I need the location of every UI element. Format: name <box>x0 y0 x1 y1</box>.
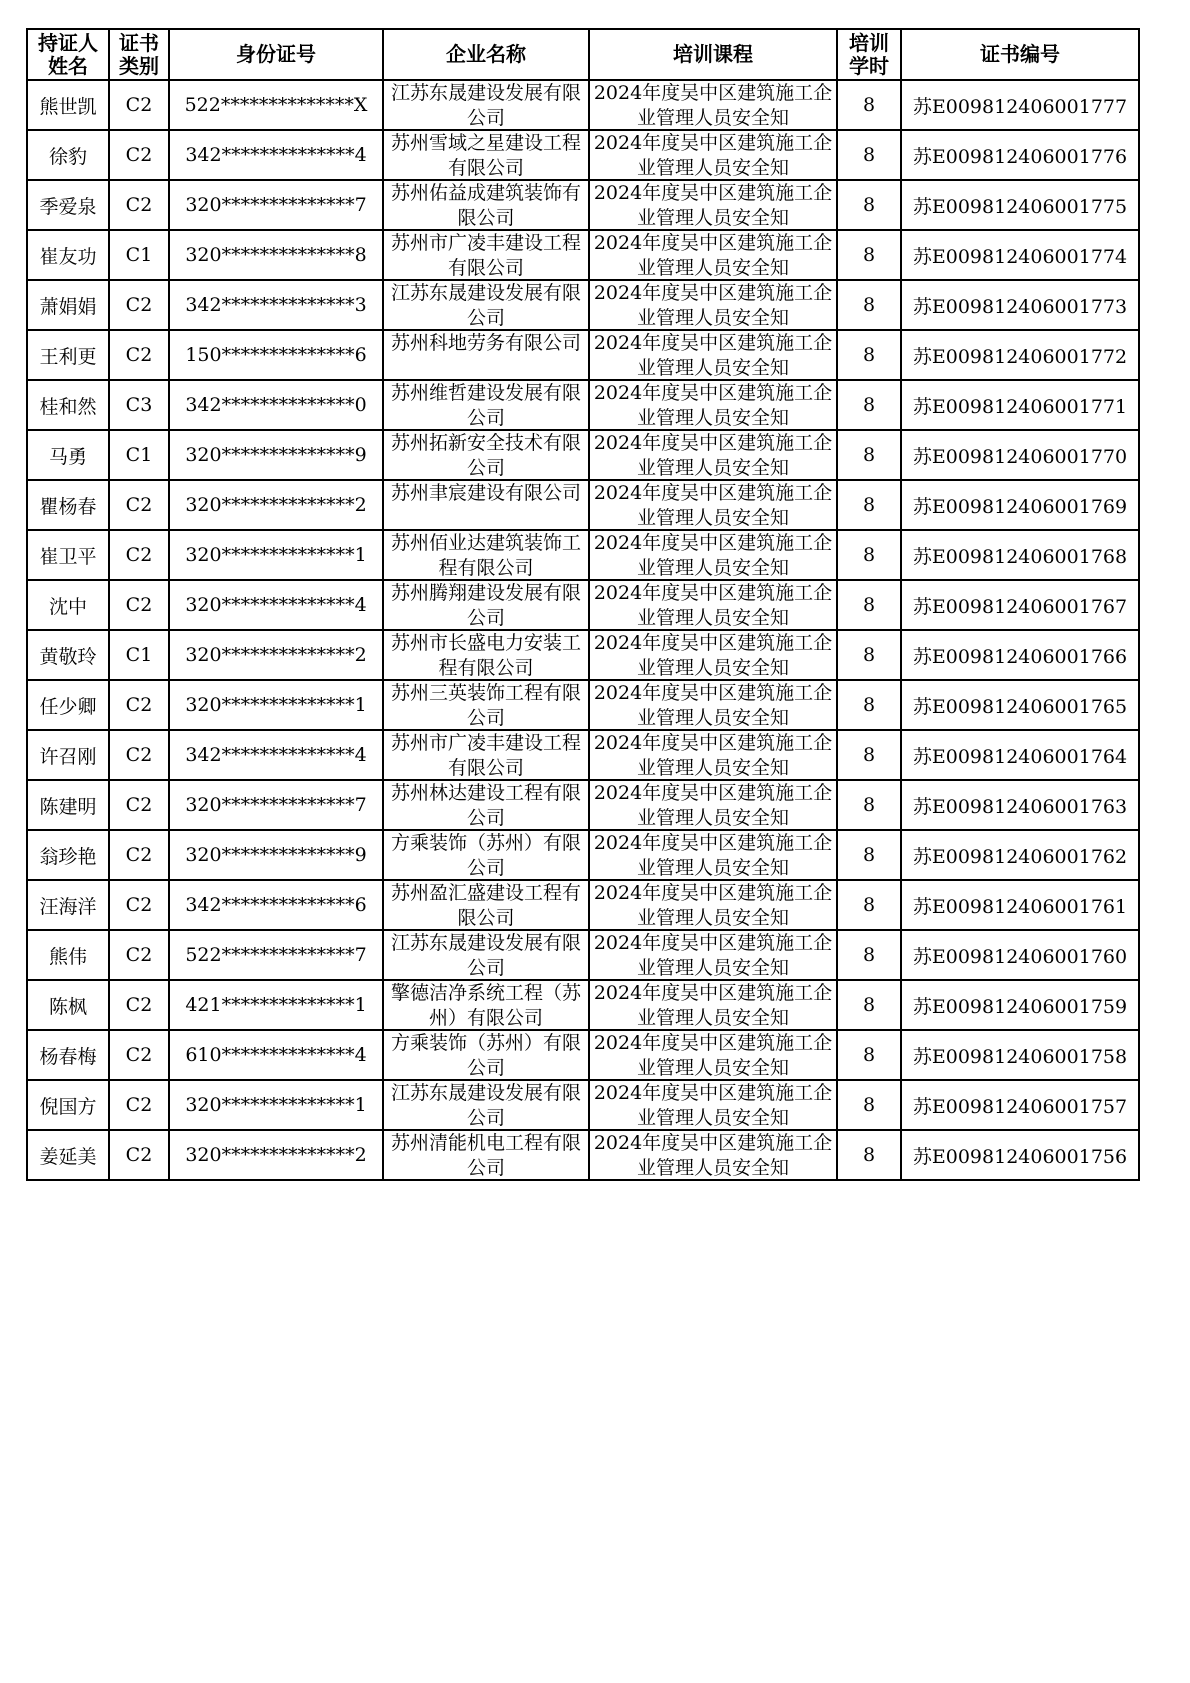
cell-course-text: 2024年度吴中区建筑施工企业管理人员安全知 <box>593 532 833 579</box>
cell-cert-number: 苏E009812406001767 <box>901 580 1139 630</box>
cell-name: 熊世凯 <box>27 80 109 130</box>
header-name-line2: 姓名 <box>48 53 88 78</box>
cell-id-number: 320**************2 <box>169 630 383 680</box>
cell-company-text: 苏州三英装饰工程有限公司 <box>390 682 581 729</box>
cell-hours: 8 <box>837 330 901 380</box>
cell-course-text: 2024年度吴中区建筑施工企业管理人员安全知 <box>593 932 833 979</box>
cell-hours: 8 <box>837 280 901 330</box>
cell-hours: 8 <box>837 230 901 280</box>
cell-cert-number: 苏E009812406001757 <box>901 1080 1139 1130</box>
cell-course-text: 2024年度吴中区建筑施工企业管理人员安全知 <box>593 82 833 129</box>
table-row <box>27 880 1139 930</box>
table-row <box>27 680 1139 730</box>
cell-hours: 8 <box>837 630 901 680</box>
cell-cert-type: C2 <box>109 880 169 930</box>
cell-id-number: 610**************4 <box>169 1030 383 1080</box>
cell-cert-type: C2 <box>109 1080 169 1130</box>
cell-name: 汪海洋 <box>27 880 109 930</box>
cell-cert-number: 苏E009812406001769 <box>901 480 1139 530</box>
table-row <box>27 530 1139 580</box>
cell-company-text: 方乘装饰（苏州）有限公司 <box>390 832 581 879</box>
cell-cert-number: 苏E009812406001777 <box>901 80 1139 130</box>
cell-course-text: 2024年度吴中区建筑施工企业管理人员安全知 <box>593 232 833 279</box>
cell-cert-type: C2 <box>109 530 169 580</box>
cell-cert-type: C1 <box>109 630 169 680</box>
cell-cert-type: C2 <box>109 330 169 380</box>
cell-company-text: 苏州佑益成建筑装饰有限公司 <box>390 182 581 229</box>
cell-cert-type: C2 <box>109 1130 169 1180</box>
header-hours <box>837 29 901 80</box>
cell-company-text: 方乘装饰（苏州）有限公司 <box>390 1032 581 1079</box>
certificate-sheet <box>26 28 1140 1181</box>
cell-cert-type: C2 <box>109 1030 169 1080</box>
cell-course <box>589 880 837 930</box>
cell-id-number: 342**************6 <box>169 880 383 930</box>
cell-company-text: 苏州聿宸建设有限公司 <box>390 482 581 504</box>
cell-cert-type: C2 <box>109 780 169 830</box>
table-row <box>27 1030 1139 1080</box>
table-row <box>27 630 1139 680</box>
cell-cert-type: C2 <box>109 480 169 530</box>
cell-company-text: 苏州拓新安全技术有限公司 <box>390 432 581 479</box>
table-row <box>27 280 1139 330</box>
cell-cert-type: C3 <box>109 380 169 430</box>
cell-course-text: 2024年度吴中区建筑施工企业管理人员安全知 <box>593 682 833 729</box>
cell-company-text: 苏州雪域之星建设工程有限公司 <box>390 132 581 179</box>
cell-cert-type: C2 <box>109 680 169 730</box>
cell-name: 黄敬玲 <box>27 630 109 680</box>
cell-hours: 8 <box>837 730 901 780</box>
cell-company <box>383 280 589 330</box>
cell-company <box>383 80 589 130</box>
cell-course-text: 2024年度吴中区建筑施工企业管理人员安全知 <box>593 332 833 379</box>
table-header <box>27 29 1139 80</box>
cell-company <box>383 1130 589 1180</box>
header-cert-type-line1: 证书 <box>119 30 159 55</box>
cell-cert-number: 苏E009812406001759 <box>901 980 1139 1030</box>
cell-course <box>589 980 837 1030</box>
cell-hours: 8 <box>837 180 901 230</box>
cell-id-number: 522**************7 <box>169 930 383 980</box>
cell-hours: 8 <box>837 1030 901 1080</box>
cell-cert-number: 苏E009812406001762 <box>901 830 1139 880</box>
cell-cert-type: C2 <box>109 80 169 130</box>
table-body <box>27 80 1139 1180</box>
table-row <box>27 180 1139 230</box>
cell-hours: 8 <box>837 580 901 630</box>
cell-course <box>589 180 837 230</box>
cell-course-text: 2024年度吴中区建筑施工企业管理人员安全知 <box>593 482 833 529</box>
cell-hours: 8 <box>837 130 901 180</box>
cell-cert-number: 苏E009812406001770 <box>901 430 1139 480</box>
cell-course-text: 2024年度吴中区建筑施工企业管理人员安全知 <box>593 432 833 479</box>
cell-company <box>383 680 589 730</box>
cell-name: 任少卿 <box>27 680 109 730</box>
cell-cert-number: 苏E009812406001764 <box>901 730 1139 780</box>
cell-company <box>383 780 589 830</box>
cell-id-number: 320**************1 <box>169 1080 383 1130</box>
cell-company <box>383 830 589 880</box>
cell-name: 王利更 <box>27 330 109 380</box>
cell-hours: 8 <box>837 680 901 730</box>
cell-course <box>589 680 837 730</box>
cell-cert-number: 苏E009812406001756 <box>901 1130 1139 1180</box>
cell-name: 姜延美 <box>27 1130 109 1180</box>
cell-company <box>383 880 589 930</box>
table-row <box>27 130 1139 180</box>
table-row <box>27 380 1139 430</box>
header-hours-line1: 培训 <box>849 30 889 55</box>
cell-company-text: 苏州市广凌丰建设工程有限公司 <box>390 732 581 779</box>
table-row <box>27 330 1139 380</box>
cell-course <box>589 830 837 880</box>
cell-course-text: 2024年度吴中区建筑施工企业管理人员安全知 <box>593 982 833 1029</box>
cell-cert-number: 苏E009812406001765 <box>901 680 1139 730</box>
cell-name: 翁珍艳 <box>27 830 109 880</box>
cell-company <box>383 130 589 180</box>
cell-id-number: 150**************6 <box>169 330 383 380</box>
cell-id-number: 320**************4 <box>169 580 383 630</box>
cell-cert-type: C2 <box>109 980 169 1030</box>
cell-id-number: 320**************9 <box>169 430 383 480</box>
cell-cert-type: C2 <box>109 130 169 180</box>
cell-company <box>383 630 589 680</box>
cell-cert-number: 苏E009812406001772 <box>901 330 1139 380</box>
cell-hours: 8 <box>837 980 901 1030</box>
cell-course <box>589 730 837 780</box>
cell-cert-number: 苏E009812406001760 <box>901 930 1139 980</box>
cell-company <box>383 980 589 1030</box>
cell-course-text: 2024年度吴中区建筑施工企业管理人员安全知 <box>593 732 833 779</box>
table-row <box>27 830 1139 880</box>
header-company: 企业名称 <box>383 29 589 80</box>
cell-course <box>589 80 837 130</box>
cell-company <box>383 1030 589 1080</box>
cell-course-text: 2024年度吴中区建筑施工企业管理人员安全知 <box>593 182 833 229</box>
cell-company-text: 苏州佰业达建筑装饰工程有限公司 <box>390 532 581 579</box>
cell-cert-type: C2 <box>109 930 169 980</box>
table-row <box>27 1130 1139 1180</box>
cell-id-number: 320**************2 <box>169 1130 383 1180</box>
cell-course <box>589 1030 837 1080</box>
cell-name: 瞿杨春 <box>27 480 109 530</box>
cell-id-number: 342**************4 <box>169 730 383 780</box>
cell-id-number: 320**************9 <box>169 830 383 880</box>
cell-cert-number: 苏E009812406001766 <box>901 630 1139 680</box>
cell-course <box>589 930 837 980</box>
cell-name: 桂和然 <box>27 380 109 430</box>
cell-name: 徐豹 <box>27 130 109 180</box>
header-hours-line2: 学时 <box>849 53 889 78</box>
cell-course-text: 2024年度吴中区建筑施工企业管理人员安全知 <box>593 132 833 179</box>
cell-hours: 8 <box>837 1080 901 1130</box>
cell-company-text: 苏州林达建设工程有限公司 <box>390 782 581 829</box>
cell-company-text: 苏州清能机电工程有限公司 <box>390 1132 581 1179</box>
table-row <box>27 980 1139 1030</box>
cell-name: 崔友功 <box>27 230 109 280</box>
cell-hours: 8 <box>837 430 901 480</box>
table-row <box>27 730 1139 780</box>
cell-company-text: 苏州市广凌丰建设工程有限公司 <box>390 232 581 279</box>
certificate-table <box>26 28 1140 1181</box>
cell-name: 倪国方 <box>27 1080 109 1130</box>
cell-company <box>383 930 589 980</box>
cell-cert-number: 苏E009812406001773 <box>901 280 1139 330</box>
cell-company <box>383 380 589 430</box>
cell-cert-number: 苏E009812406001775 <box>901 180 1139 230</box>
cell-course <box>589 480 837 530</box>
table-row <box>27 80 1139 130</box>
cell-course-text: 2024年度吴中区建筑施工企业管理人员安全知 <box>593 1132 833 1179</box>
cell-course <box>589 380 837 430</box>
header-course: 培训课程 <box>589 29 837 80</box>
cell-cert-number: 苏E009812406001761 <box>901 880 1139 930</box>
cell-cert-type: C2 <box>109 830 169 880</box>
cell-hours: 8 <box>837 80 901 130</box>
cell-id-number: 320**************1 <box>169 680 383 730</box>
cell-cert-type: C2 <box>109 730 169 780</box>
table-row <box>27 230 1139 280</box>
cell-company-text: 苏州腾翔建设发展有限公司 <box>390 582 581 629</box>
header-cert-type-line2: 类别 <box>119 53 159 78</box>
table-row <box>27 480 1139 530</box>
cell-company-text: 擎德洁净系统工程（苏州）有限公司 <box>390 982 581 1029</box>
cell-cert-number: 苏E009812406001758 <box>901 1030 1139 1080</box>
cell-cert-number: 苏E009812406001771 <box>901 380 1139 430</box>
cell-course-text: 2024年度吴中区建筑施工企业管理人员安全知 <box>593 832 833 879</box>
cell-hours: 8 <box>837 1130 901 1180</box>
cell-course-text: 2024年度吴中区建筑施工企业管理人员安全知 <box>593 1082 833 1129</box>
cell-id-number: 320**************2 <box>169 480 383 530</box>
cell-id-number: 522**************X <box>169 80 383 130</box>
cell-course <box>589 780 837 830</box>
cell-course-text: 2024年度吴中区建筑施工企业管理人员安全知 <box>593 782 833 829</box>
cell-hours: 8 <box>837 830 901 880</box>
table-row <box>27 430 1139 480</box>
table-row <box>27 1080 1139 1130</box>
table-row <box>27 930 1139 980</box>
cell-course-text: 2024年度吴中区建筑施工企业管理人员安全知 <box>593 382 833 429</box>
cell-hours: 8 <box>837 880 901 930</box>
cell-company-text: 苏州维哲建设发展有限公司 <box>390 382 581 429</box>
cell-name: 萧娟娟 <box>27 280 109 330</box>
table-row <box>27 580 1139 630</box>
cell-hours: 8 <box>837 930 901 980</box>
header-name <box>27 29 109 80</box>
cell-name: 杨春梅 <box>27 1030 109 1080</box>
header-cert-type <box>109 29 169 80</box>
header-cert-number: 证书编号 <box>901 29 1139 80</box>
cell-id-number: 342**************0 <box>169 380 383 430</box>
cell-course <box>589 1130 837 1180</box>
cell-cert-number: 苏E009812406001763 <box>901 780 1139 830</box>
cell-hours: 8 <box>837 380 901 430</box>
cell-hours: 8 <box>837 780 901 830</box>
cell-name: 沈中 <box>27 580 109 630</box>
cell-id-number: 342**************3 <box>169 280 383 330</box>
cell-cert-type: C2 <box>109 180 169 230</box>
cell-cert-number: 苏E009812406001776 <box>901 130 1139 180</box>
header-id-number: 身份证号 <box>169 29 383 80</box>
cell-cert-type: C1 <box>109 230 169 280</box>
cell-company <box>383 330 589 380</box>
cell-company <box>383 180 589 230</box>
cell-company <box>383 230 589 280</box>
cell-cert-number: 苏E009812406001768 <box>901 530 1139 580</box>
cell-id-number: 320**************8 <box>169 230 383 280</box>
header-name-line1: 持证人 <box>38 30 98 55</box>
cell-course <box>589 580 837 630</box>
cell-hours: 8 <box>837 530 901 580</box>
header-row <box>27 29 1139 80</box>
cell-company-text: 苏州市长盛电力安装工程有限公司 <box>390 632 581 679</box>
cell-company-text: 江苏东晟建设发展有限公司 <box>390 282 581 329</box>
cell-hours: 8 <box>837 480 901 530</box>
cell-name: 季爱泉 <box>27 180 109 230</box>
cell-id-number: 320**************1 <box>169 530 383 580</box>
cell-name: 陈建明 <box>27 780 109 830</box>
cell-course <box>589 230 837 280</box>
cell-company <box>383 1080 589 1130</box>
cell-course-text: 2024年度吴中区建筑施工企业管理人员安全知 <box>593 882 833 929</box>
cell-id-number: 421**************1 <box>169 980 383 1030</box>
cell-course-text: 2024年度吴中区建筑施工企业管理人员安全知 <box>593 582 833 629</box>
cell-cert-type: C2 <box>109 580 169 630</box>
cell-company <box>383 580 589 630</box>
cell-name: 陈枫 <box>27 980 109 1030</box>
cell-name: 许召刚 <box>27 730 109 780</box>
cell-course <box>589 130 837 180</box>
cell-id-number: 320**************7 <box>169 180 383 230</box>
cell-course-text: 2024年度吴中区建筑施工企业管理人员安全知 <box>593 282 833 329</box>
cell-course <box>589 280 837 330</box>
table-row <box>27 780 1139 830</box>
cell-cert-number: 苏E009812406001774 <box>901 230 1139 280</box>
cell-company <box>383 530 589 580</box>
cell-company-text: 苏州盈汇盛建设工程有限公司 <box>390 882 581 929</box>
cell-cert-type: C2 <box>109 280 169 330</box>
cell-company <box>383 480 589 530</box>
cell-course <box>589 430 837 480</box>
cell-name: 崔卫平 <box>27 530 109 580</box>
cell-name: 马勇 <box>27 430 109 480</box>
cell-company <box>383 430 589 480</box>
cell-id-number: 342**************4 <box>169 130 383 180</box>
cell-course <box>589 630 837 680</box>
cell-cert-type: C1 <box>109 430 169 480</box>
cell-company-text: 江苏东晟建设发展有限公司 <box>390 932 581 979</box>
cell-company-text: 江苏东晟建设发展有限公司 <box>390 82 581 129</box>
cell-course-text: 2024年度吴中区建筑施工企业管理人员安全知 <box>593 632 833 679</box>
cell-course <box>589 530 837 580</box>
cell-id-number: 320**************7 <box>169 780 383 830</box>
cell-company-text: 江苏东晟建设发展有限公司 <box>390 1082 581 1129</box>
cell-company <box>383 730 589 780</box>
cell-course-text: 2024年度吴中区建筑施工企业管理人员安全知 <box>593 1032 833 1079</box>
cell-name: 熊伟 <box>27 930 109 980</box>
cell-company-text: 苏州科地劳务有限公司 <box>390 332 581 354</box>
cell-course <box>589 330 837 380</box>
cell-course <box>589 1080 837 1130</box>
